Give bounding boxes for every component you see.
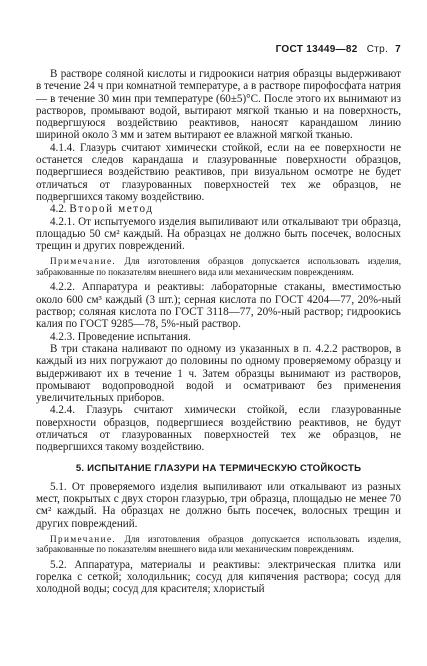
paragraph-4-2-1: 4.2.1. От испытуемого изделия выпиливают или откалывают три образца, площадью 50 см² каждый. На образцах не должно быть посечек, волосных трещин и других повреждений. [36,215,401,253]
page-number: 7 [395,44,401,55]
page-label: Стр. [366,44,389,55]
paragraph-4-2-4: 4.2.4. Глазурь считают химически стойкой, если глазурованные поверхности образцов, подвергшиеся воздействию реактивов, не будут отличаться от глазурованных поверхностей тех же образцов, не подвергшихся такому воздействию. [36,404,401,454]
paragraph-soaking: В растворе соляной кислоты и гидроокиси натрия образцы выдерживают в течение 24 ч при комнатной температуре, а в растворе пирофосфата натрия — в течение 30 мин при температуре (60±5)°C. После этого их вынимают из растворов, промывают водой, вытирают мягкой тканью и на поверхность, подвергшуюся воздействию реактивов, наносят карандашом линию шириной около 3 мм и затем вытирают ее влажной мягкой тканью. [36,68,401,142]
note-text: Для изготовления образцов допускается использовать изделия, забракованные по показателям внешнего вида или механическим повреждениям. [36,533,401,555]
paragraph-4-1-4: 4.1.4. Глазурь считают химически стойкой, если на ее поверхности не останется следов карандаша и глазурованные поверхности образцов, подвергшиеся воздействию реактивов, при визуальном осмотре не будет отличаться от глазурованных поверхностей тех же образцов, не подвергшихся такому воздействию. [36,141,401,203]
standard-number: ГОСТ 13449—82 [275,44,358,55]
page-header [272,44,401,55]
paragraph-5-1: 5.1. От проверяемого изделия выпиливают или откалывают из разных мест, покрытых с двух сторон глазурью, три образца, площадью не менее 70 см² каждый. На образцах не должно быть посечек, волосных трещин и других повреждений. [36,480,401,530]
note-label: Примечание. [50,533,117,544]
subheading-number: 4.2. [50,203,67,216]
note-text: Для изготовления образцов допускается использовать изделия, забракованные по показателям внешнего вида или механическим повреждениям. [36,256,401,277]
paragraph-4-2-3-body: В три стакана наливают по одному из указанных в п. 4.2.2 растворов, в каждый из них погружают до половины по одному проверяемому образцу и выдерживают их в течение 1 ч. Затем образцы вынимают из растворов, промывают водопроводной водой и осматривают без применения увеличительных приборов. [36,342,401,405]
paragraph-4-2-2: 4.2.2. Аппаратура и реактивы: лабораторные стаканы, вместимостью около 600 см³ каждый (3 шт.); серная кислота по ГОСТ 4204—77, 20%-ный раствор; соляная кислота по ГОСТ 3118—77, 20%-ный раствор; гидроокись калия по ГОСТ 9285—78, 5%-ный раствор. [36,281,401,331]
note-label: Примечание. [50,256,117,267]
section-5-heading: 5. ИСПЫТАНИЕ ГЛАЗУРИ НА ТЕРМИЧЕСКУЮ СТОЙКОСТЬ [75,462,362,474]
paragraph-5-2: 5.2. Аппаратура, материалы и реактивы: электрическая плитка или горелка с сеткой; холодильник; сосуд для кипячения раствора; сосуд для холодной воды; сосуд для красителя; хлористый [36,558,401,596]
note-1 [36,256,401,277]
document-body [36,68,401,596]
subheading-4-2 [36,203,401,215]
subheading-title: Второй метод [69,203,154,216]
paragraph-4-2-3: 4.2.3. Проведение испытания. [50,330,191,343]
note-2 [36,534,401,555]
